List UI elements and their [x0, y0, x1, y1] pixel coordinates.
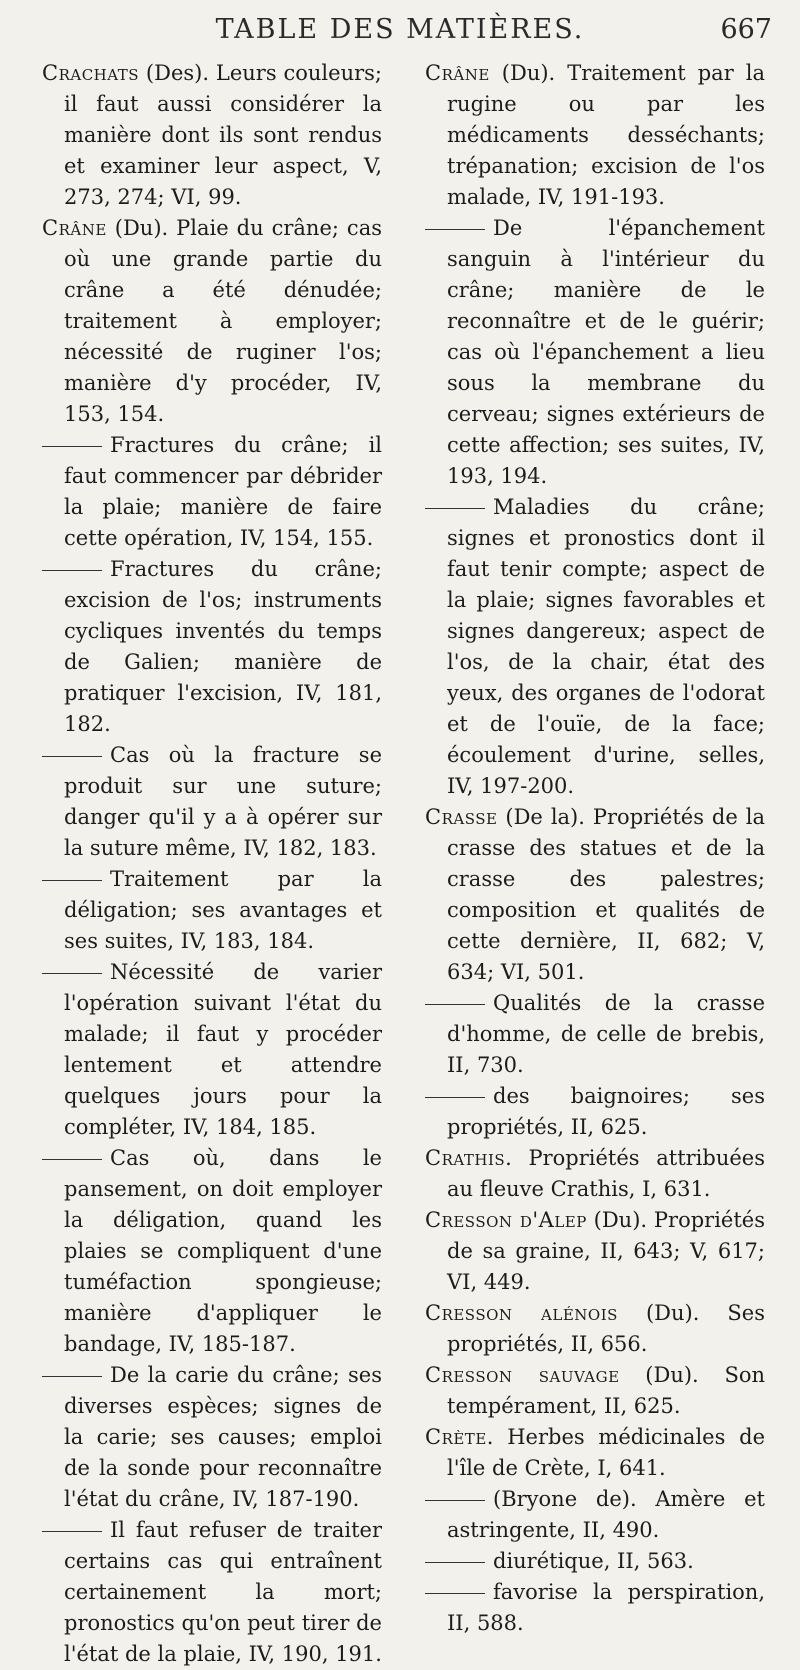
continuation-dash: [425, 1562, 485, 1563]
index-entry: [425, 58, 765, 213]
index-entry: [425, 1205, 765, 1298]
entry-qualifier: .: [486, 1425, 508, 1449]
continuation-dash: [42, 446, 102, 447]
entry-text: Leurs couleurs; il faut aussi considérer la manière dont ils sont rendus et examiner leur aspect, V, 273, 274; VI, 99.: [64, 61, 382, 209]
continuation-dash: [42, 973, 102, 974]
continuation-dash: [425, 1593, 485, 1594]
index-entry: [425, 1143, 765, 1205]
continuation-dash: [425, 1097, 485, 1098]
entry-text: (Bryone de). Amère et astringente, II, 490.: [447, 1487, 765, 1542]
entry-text: Fractures du crâne; il faut commencer par débrider la plaie; manière de faire cette opération, IV, 154, 155.: [64, 433, 382, 550]
entry-qualifier: (Du).: [106, 216, 177, 240]
continuation-dash: [42, 1159, 102, 1160]
entry-qualifier: (Du).: [586, 1208, 654, 1232]
index-entry: [425, 1360, 765, 1422]
index-entry: [42, 740, 382, 864]
entry-text: De la carie du crâne; ses diverses espèces; signes de la carie; ses causes; emploi de la sonde pour reconnaître l'état du crâne, IV, 187-190.: [64, 1363, 382, 1511]
entry-qualifier: (De la).: [497, 805, 593, 829]
entry-qualifier: .: [505, 1146, 529, 1170]
continuation-dash: [42, 756, 102, 757]
index-entry: [425, 1422, 765, 1484]
entry-text: Nécessité de varier l'opération suivant l'état du malade; il faut y procéder lentement et attendre quelques jours pour la compléter, IV, 184, 185.: [64, 960, 382, 1139]
continuation-dash: [42, 1376, 102, 1377]
entry-text: Maladies du crâne; signes et pronostics dont il faut tenir compte; aspect de la plaie; signes favorables et signes dangereux; aspect de l'os, de la chair, état des yeux, des organes de l'odorat et de l'ouïe, de la face; écoulement d'urine, selles, IV, 197-200.: [447, 495, 765, 798]
entry-headword: Cresson sauvage: [425, 1363, 620, 1387]
index-entry: [425, 802, 765, 988]
entry-text: Propriétés de sa graine, II, 643; V, 617; VI, 449.: [447, 1208, 765, 1294]
entry-text: Cas où la fracture se produit sur une suture; danger qu'il y a à opérer sur la suture même, IV, 182, 183.: [64, 743, 382, 860]
entry-text: Plaie du crâne; cas où une grande partie du crâne a été dénudée; traitement à employer; nécessité de ruginer l'os; manière d'y procéder, IV, 153, 154.: [64, 216, 382, 426]
entry-text: Cas où, dans le pansement, on doit employer la déligation, quand les plaies se compliquent d'une tuméfaction spongieuse; manière d'appliquer le bandage, IV, 185-187.: [64, 1146, 382, 1356]
index-entry: [42, 1360, 382, 1515]
entry-text: favorise la perspiration, II, 588.: [447, 1580, 765, 1635]
continuation-dash: [42, 880, 102, 881]
left-column: [42, 58, 382, 1670]
continuation-dash: [425, 1500, 485, 1501]
entry-text: Il faut refuser de traiter certains cas qui entraînent certainement la mort; pronostics qu'on peut tirer de l'état de la plaie, IV, 190, 191.: [64, 1518, 382, 1666]
entry-text: Propriétés de la crasse des statues et de la crasse des palestres; composition et qualités de cette dernière, II, 682; V, 634; VI, 501.: [447, 805, 765, 984]
index-entry: [42, 430, 382, 554]
index-entry: [425, 1081, 765, 1143]
entry-text: Herbes médicinales de l'île de Crète, I, 641.: [447, 1425, 766, 1480]
entry-text: De l'épanchement sanguin à l'intérieur du crâne; manière de le reconnaître et de le guérir; cas où l'épanchement a lieu sous la membrane du cerveau; signes extérieurs de cette affection; ses suites, IV, 193, 194.: [447, 216, 765, 488]
entry-text: Traitement par la rugine ou par les médicaments desséchants; trépanation; excision de l'os malade, IV, 191-193.: [447, 61, 765, 209]
index-entry: [42, 1515, 382, 1670]
page-number: 667: [720, 14, 772, 45]
entry-headword: Crathis: [425, 1146, 506, 1170]
index-entry: [425, 1484, 765, 1546]
index-entry: [425, 213, 765, 492]
index-entry: [42, 213, 382, 430]
entry-text: diurétique, II, 563.: [493, 1549, 694, 1573]
entry-qualifier: (Du).: [619, 1363, 725, 1387]
entry-qualifier: (Du).: [489, 61, 568, 85]
entry-text: Propriétés attribuées au fleuve Crathis, I, 631.: [447, 1146, 765, 1201]
entry-headword: Crachats: [42, 61, 140, 85]
page-title: TABLE DES MATIÈRES.: [215, 14, 585, 45]
entry-headword: Crâne: [425, 61, 490, 85]
entry-text: Fractures du crâne; excision de l'os; instruments cycliques inventés du temps de Galien; manière de pratiquer l'excision, IV, 181, 182.: [64, 557, 382, 736]
entry-headword: Cresson d'Alep: [425, 1208, 587, 1232]
entry-text: des baignoires; ses propriétés, II, 625.: [447, 1084, 765, 1139]
index-entry: [42, 554, 382, 740]
index-entry: [42, 957, 382, 1143]
running-header: [0, 14, 800, 48]
entry-qualifier: (Des).: [139, 61, 216, 85]
continuation-dash: [425, 229, 485, 230]
index-entry: [425, 1546, 765, 1577]
entry-qualifier: (Du).: [617, 1301, 728, 1325]
entry-text: Ses propriétés, II, 656.: [447, 1301, 765, 1356]
index-entry: [42, 58, 382, 213]
index-entry: [42, 864, 382, 957]
entry-headword: Crasse: [425, 805, 498, 829]
entry-headword: Cresson alénois: [425, 1301, 618, 1325]
index-entry: [425, 1298, 765, 1360]
entry-headword: Crâne: [42, 216, 107, 240]
entry-headword: Crète: [425, 1425, 487, 1449]
entry-text: Qualités de la crasse d'homme, de celle de brebis, II, 730.: [447, 991, 765, 1077]
right-column: [425, 58, 765, 1639]
index-entry: [42, 1143, 382, 1360]
index-entry: [425, 492, 765, 802]
continuation-dash: [425, 508, 485, 509]
continuation-dash: [425, 1004, 485, 1005]
index-entry: [425, 988, 765, 1081]
index-entry: [425, 1577, 765, 1639]
entry-text: Traitement par la déligation; ses avantages et ses suites, IV, 183, 184.: [64, 867, 382, 953]
continuation-dash: [42, 1531, 102, 1532]
entry-text: Son tempérament, II, 625.: [447, 1363, 765, 1418]
continuation-dash: [42, 570, 102, 571]
